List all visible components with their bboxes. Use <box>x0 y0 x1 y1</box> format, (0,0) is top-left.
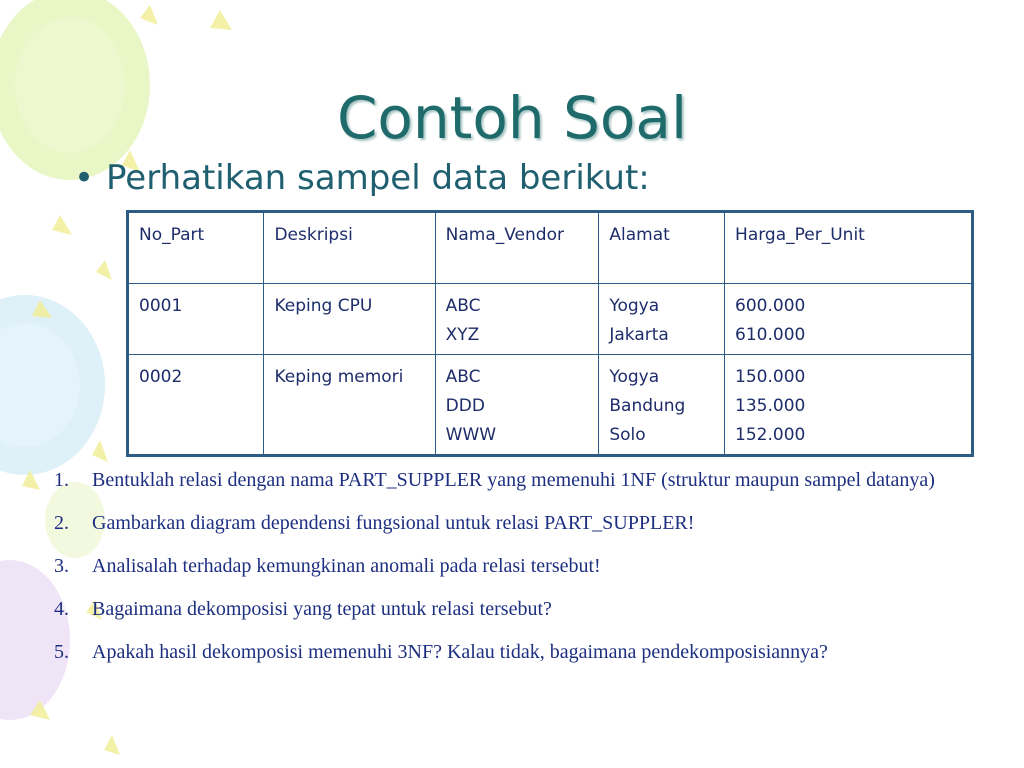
bullet-dot: • <box>74 158 95 198</box>
cell-deskripsi: Keping memori <box>264 355 435 456</box>
list-number: 3. <box>54 555 69 577</box>
cell-nama-vendor <box>435 284 599 355</box>
question-text: Bagaimana dekomposisi yang tepat untuk relasi tersebut? <box>92 598 552 620</box>
table-header-row <box>128 212 973 284</box>
slide-title: Contoh Soal <box>336 84 688 152</box>
list-number: 4. <box>54 598 69 620</box>
list-item <box>54 595 1014 624</box>
cell-harga <box>725 284 973 355</box>
cell-value: Jakarta <box>609 325 669 345</box>
cell-no-part: 0002 <box>128 355 264 456</box>
column-header: Deskripsi <box>264 212 435 284</box>
list-item <box>54 552 1014 581</box>
list-item <box>54 466 1014 495</box>
cell-deskripsi: Keping CPU <box>264 284 435 355</box>
cell-nama-vendor <box>435 355 599 456</box>
cell-harga <box>725 355 973 456</box>
cell-alamat <box>599 284 725 355</box>
cell-value: Solo <box>609 425 646 445</box>
cell-value: Yogya <box>609 367 660 387</box>
cell-value: ABC <box>445 296 481 316</box>
list-item <box>54 638 1014 667</box>
column-header: Alamat <box>599 212 725 284</box>
column-header: Nama_Vendor <box>435 212 599 284</box>
column-header: No_Part <box>128 212 264 284</box>
cell-value: 150.000 <box>735 367 806 387</box>
list-number: 5. <box>54 641 69 663</box>
cell-value: 610.000 <box>735 325 806 345</box>
cell-value: XYZ <box>445 325 480 345</box>
sample-data-table <box>126 210 974 457</box>
cell-value: WWW <box>445 425 497 445</box>
question-list <box>54 466 1014 681</box>
question-text: Gambarkan diagram dependensi fungsional untuk relasi PART_SUPPLER! <box>92 512 695 534</box>
list-item <box>54 509 1014 538</box>
question-text: Bentuklah relasi dengan nama PART_SUPPLER yang memenuhi 1NF (struktur maupun sampel datanya) <box>92 469 935 491</box>
table-row <box>128 284 973 355</box>
column-header: Harga_Per_Unit <box>725 212 973 284</box>
cell-value: Yogya <box>609 296 660 316</box>
intro-text: Perhatikan sampel data berikut: <box>106 158 650 198</box>
cell-value: DDD <box>445 396 485 416</box>
table-row <box>128 355 973 456</box>
cell-value: ABC <box>445 367 481 387</box>
list-number: 1. <box>54 469 69 491</box>
cell-value: 135.000 <box>735 396 806 416</box>
cell-value: 600.000 <box>735 296 806 316</box>
sample-data-table-container <box>126 210 974 445</box>
cell-no-part: 0001 <box>128 284 264 355</box>
intro-bullet <box>74 156 650 200</box>
cell-alamat <box>599 355 725 456</box>
cell-value: Bandung <box>609 396 686 416</box>
question-text: Apakah hasil dekomposisi memenuhi 3NF? Kalau tidak, bagaimana pendekomposisiannya? <box>92 641 828 663</box>
cell-value: 152.000 <box>735 425 806 445</box>
list-number: 2. <box>54 512 69 534</box>
question-text: Analisalah terhadap kemungkinan anomali pada relasi tersebut! <box>92 555 601 577</box>
